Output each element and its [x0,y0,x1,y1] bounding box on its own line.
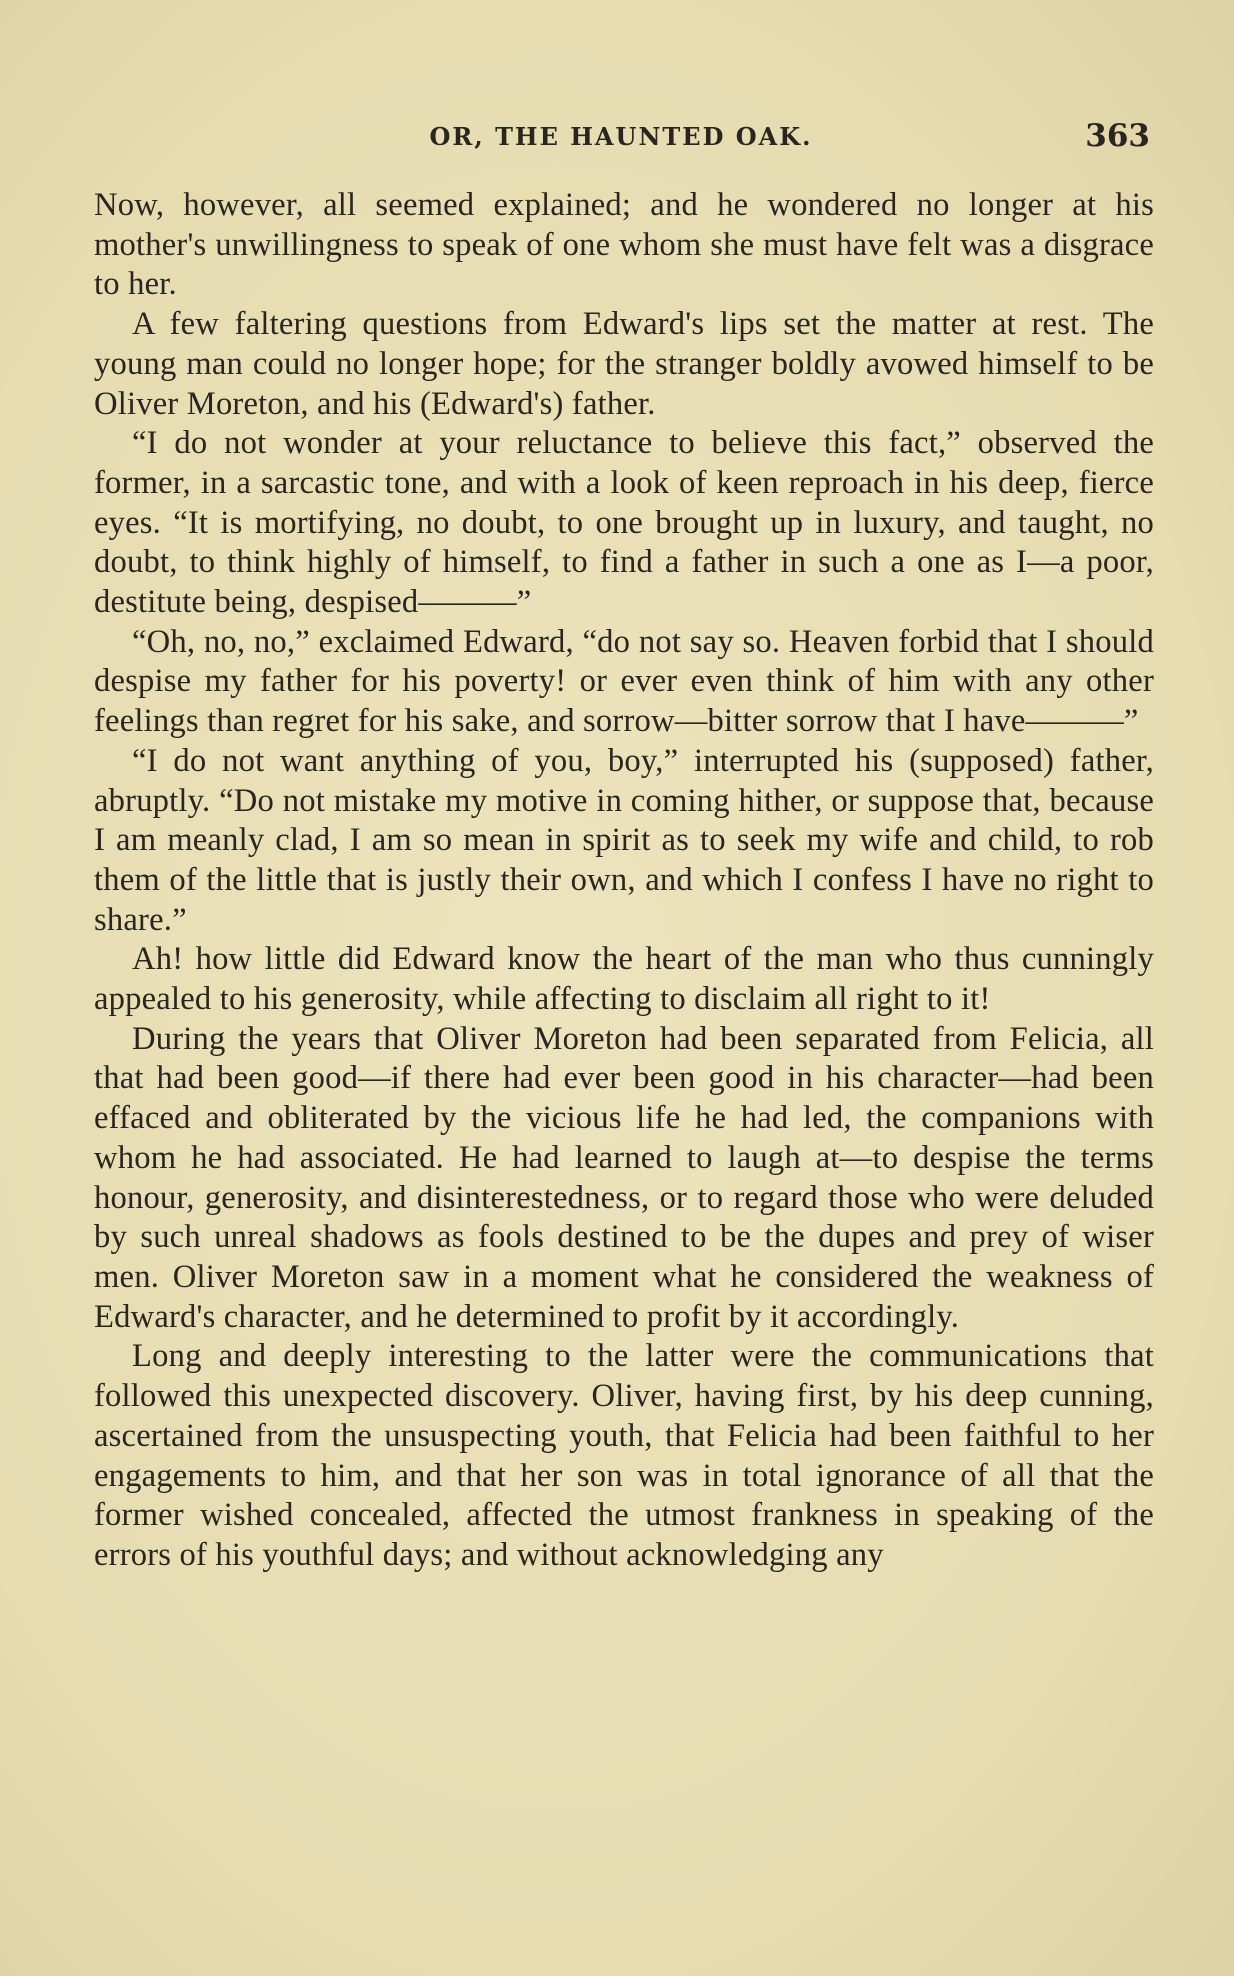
paragraph: Long and deeply interesting to the latter were the communications that followed this unexpected discovery. Oliver, having first, by his deep cunning, ascertained from the unsuspecting youth, that Felicia had been faithful to her engagements to him, and that her son was in total ignorance of all that the former wished concealed, affected the utmost frankness in speaking of the errors of his youthful days; and without acknowledging any [94,1338,1154,1573]
body-text [94,186,1154,1576]
page-number: 363 [1085,118,1150,154]
running-title: OR, THE HAUNTED OAK. [429,122,813,151]
paragraph: “I do not wonder at your reluctance to believe this fact,” observed the former, in a sarcastic tone, and with a look of keen reproach in his deep, fierce eyes. “It is mortifying, no doubt, to one brought up in luxury, and taught, no doubt, to think highly of himself, to find a father in such a one as I—a poor, destitute being, despised———” [94,425,1154,621]
paragraph: “Oh, no, no,” exclaimed Edward, “do not say so. Heaven forbid that I should despise my father for his poverty! or ever even think of him with any other feelings than regret for his sake, and sorrow—bitter sorrow that I have———” [94,623,1154,740]
paragraph: “I do not want anything of you, boy,” interrupted his (supposed) father, abruptly. “Do not mistake my motive in coming hither, or suppose that, because I am meanly clad, I am so mean in spirit as to seek my wife and child, to rob them of the little that is justly their own, and which I confess I have no right to share.” [94,742,1154,938]
paragraph: A few faltering questions from Edward's lips set the matter at rest. The young man could no longer hope; for the stranger boldly avowed himself to be Oliver Moreton, and his (Edward's) father. [94,306,1154,422]
page-header [92,118,1150,158]
paragraph: Ah! how little did Edward know the heart of the man who thus cunningly appealed to his generosity, while affecting to disclaim all right to it! [94,941,1154,1018]
paragraph: Now, however, all seemed explained; and he wondered no longer at his mother's unwillingness to speak of one whom she must have felt was a disgrace to her. [94,187,1154,303]
paragraph: During the years that Oliver Moreton had been separated from Felicia, all that had been good—if there had ever been good in his character—had been effaced and obliterated by the vicious life he had led, the companions with whom he had associated. He had learned to laugh at—to despise the terms honour, generosity, and disinterestedness, or to regard those who were deluded by such unreal shadows as fools destined to be the dupes and prey of wiser men. Oliver Moreton saw in a moment what he considered the weakness of Edward's character, and he determined to profit by it accordingly. [94,1020,1154,1335]
